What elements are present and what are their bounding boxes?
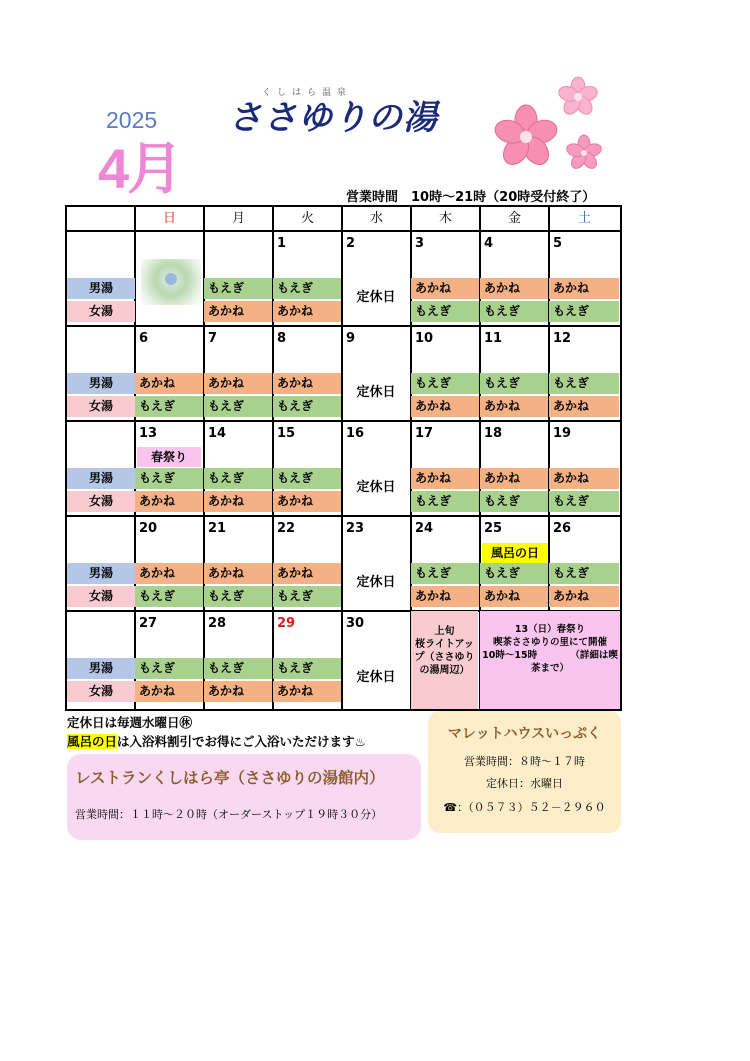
men-bath-name: もえぎ [273, 468, 341, 489]
women-bath-name: もえぎ [411, 301, 479, 322]
women-bath-name: もえぎ [135, 396, 203, 417]
mallet-house-hours: 営業時間：８時～１７時 [464, 755, 585, 768]
weekday-header: 金 [507, 211, 521, 226]
women-bath-name: あかね [411, 586, 479, 607]
men-bath-name: もえぎ [549, 373, 619, 394]
day-number: 26 [553, 521, 572, 536]
men-bath-name: もえぎ [273, 278, 341, 299]
day-number: 19 [553, 426, 572, 441]
day-number: 14 [208, 426, 227, 441]
grid-hline [67, 420, 620, 422]
women-bath-label: 女湯 [67, 681, 135, 702]
men-bath-name: もえぎ [204, 278, 272, 299]
mallet-house-phone: ☎：（０５７３）５２－２９６０ [443, 801, 606, 814]
closed-day-note: 定休日は毎週水曜日㊡ [67, 715, 193, 730]
women-bath-label: 女湯 [67, 301, 135, 322]
men-bath-name: あかね [135, 563, 203, 584]
women-bath-name: あかね [204, 301, 272, 322]
women-bath-name: あかね [204, 491, 272, 512]
day-number: 7 [208, 331, 218, 346]
men-bath-label: 男湯 [67, 658, 135, 679]
logo: ささゆりの湯 [228, 98, 438, 138]
day-number: 22 [277, 521, 296, 536]
sakura-flowers-icon [490, 75, 630, 175]
day-number: 12 [553, 331, 572, 346]
grid-vline [341, 207, 343, 709]
day-number: 13 [139, 426, 158, 441]
day-number: 11 [484, 331, 503, 346]
men-bath-name: あかね [549, 278, 619, 299]
men-bath-name: もえぎ [135, 468, 203, 489]
women-bath-name: あかね [411, 396, 479, 417]
women-bath-label: 女湯 [67, 586, 135, 607]
women-bath-label: 女湯 [67, 491, 135, 512]
men-bath-name: もえぎ [273, 658, 341, 679]
day-number: 2 [346, 236, 356, 251]
weekday-header: 木 [438, 211, 452, 226]
women-bath-name: あかね [549, 586, 619, 607]
day-number: 24 [415, 521, 434, 536]
men-bath-label: 男湯 [67, 373, 135, 394]
restaurant-title: レストランくしはら亭（ささゆりの湯館内） [75, 769, 385, 787]
day-number: 5 [553, 236, 563, 251]
day-number: 23 [346, 521, 365, 536]
calendar [65, 205, 622, 711]
men-bath-name: あかね [135, 373, 203, 394]
day-number: 18 [484, 426, 503, 441]
women-bath-name: もえぎ [204, 586, 272, 607]
flower-icon [165, 273, 177, 285]
mallet-house-closed-day: 定休日：水曜日 [486, 777, 563, 790]
bath-day-note-text: は入浴料割引でお得にご入浴いただけます♨ [117, 734, 366, 749]
women-bath-name: もえぎ [135, 586, 203, 607]
sakura-flower-large-icon [492, 105, 560, 169]
women-bath-name: あかね [135, 681, 203, 702]
bath-day-note [67, 732, 366, 750]
mallet-house-box [428, 711, 621, 833]
women-bath-name: あかね [480, 396, 548, 417]
women-bath-name: あかね [135, 491, 203, 512]
women-bath-name: もえぎ [480, 301, 548, 322]
closed-day-label: 定休日 [356, 290, 396, 305]
women-bath-name: もえぎ [549, 301, 619, 322]
day-number: 20 [139, 521, 158, 536]
day-number: 29 [277, 616, 296, 631]
day-number: 8 [277, 331, 287, 346]
men-bath-name: あかね [480, 278, 548, 299]
men-bath-name: あかね [411, 468, 479, 489]
weekday-header: 日 [162, 211, 176, 226]
closed-day-label: 定休日 [356, 480, 396, 495]
day-number: 30 [346, 616, 365, 631]
men-bath-name: もえぎ [480, 563, 548, 584]
women-bath-name: あかね [273, 681, 341, 702]
day-number: 9 [346, 331, 356, 346]
restaurant-hours: 営業時間：１１時～２０時（オーダーストップ１９時３０分） [75, 808, 383, 821]
cafe-event-box: 13（日）春祭り 喫茶ささゆりの里にて開催 10時～15時 （詳細は喫茶まで） [480, 611, 620, 709]
grid-hline [67, 325, 620, 327]
bath-day-tag: 風呂の日 [482, 543, 548, 563]
day-number: 21 [208, 521, 227, 536]
day-number: 6 [139, 331, 149, 346]
men-bath-name: あかね [411, 278, 479, 299]
women-bath-name: もえぎ [273, 586, 341, 607]
men-bath-label: 男湯 [67, 278, 135, 299]
day-number: 3 [415, 236, 425, 251]
year-label: 2025 [106, 107, 158, 133]
women-bath-name: あかね [549, 396, 619, 417]
weekday-header: 水 [369, 211, 383, 226]
mallet-house-title: マレットハウスいっぷく [447, 726, 602, 742]
weekday-header: 火 [300, 211, 314, 226]
men-bath-name: あかね [204, 373, 272, 394]
day-number: 27 [139, 616, 158, 631]
closed-day-label: 定休日 [356, 670, 396, 685]
flower-photo [141, 259, 201, 305]
men-bath-name: もえぎ [204, 468, 272, 489]
weekday-header: 土 [577, 211, 591, 226]
women-bath-label: 女湯 [67, 396, 135, 417]
closed-day-label: 定休日 [356, 385, 396, 400]
women-bath-name: あかね [204, 681, 272, 702]
women-bath-name: あかね [480, 586, 548, 607]
weekday-header: 月 [231, 211, 245, 226]
men-bath-name: もえぎ [480, 373, 548, 394]
logo-subtitle: くしはら温泉 [262, 88, 353, 98]
men-bath-name: もえぎ [549, 563, 619, 584]
men-bath-label: 男湯 [67, 563, 135, 584]
women-bath-name: あかね [273, 301, 341, 322]
men-bath-name: もえぎ [135, 658, 203, 679]
women-bath-name: もえぎ [411, 491, 479, 512]
women-bath-name: あかね [273, 491, 341, 512]
men-bath-name: あかね [549, 468, 619, 489]
men-bath-name: もえぎ [411, 563, 479, 584]
bath-day-highlight: 風呂の日 [67, 734, 118, 749]
day-number: 10 [415, 331, 434, 346]
day-number: 17 [415, 426, 434, 441]
closed-day-label: 定休日 [356, 575, 396, 590]
day-number: 1 [277, 236, 287, 251]
day-number: 25 [484, 521, 503, 536]
men-bath-name: あかね [273, 373, 341, 394]
spring-festival-tag: 春祭り [137, 447, 201, 467]
sakura-flower-small-icon [565, 135, 603, 171]
men-bath-name: もえぎ [204, 658, 272, 679]
men-bath-name: あかね [204, 563, 272, 584]
men-bath-label: 男湯 [67, 468, 135, 489]
men-bath-name: もえぎ [411, 373, 479, 394]
day-number: 16 [346, 426, 365, 441]
women-bath-name: もえぎ [204, 396, 272, 417]
men-bath-name: あかね [480, 468, 548, 489]
women-bath-name: もえぎ [549, 491, 619, 512]
business-hours: 営業時間 10時～21時（20時受付終了） [346, 190, 596, 205]
day-number: 4 [484, 236, 494, 251]
day-number: 28 [208, 616, 227, 631]
month-label: 4月 [98, 137, 182, 200]
restaurant-box [67, 754, 421, 840]
grid-hline [67, 515, 620, 517]
women-bath-name: もえぎ [273, 396, 341, 417]
women-bath-name: もえぎ [480, 491, 548, 512]
men-bath-name: あかね [273, 563, 341, 584]
sakura-flower-top-icon [557, 77, 599, 117]
day-number: 15 [277, 426, 296, 441]
lightup-event-box: 上旬 桜ライトアップ（ささゆりの湯周辺） [411, 611, 478, 709]
